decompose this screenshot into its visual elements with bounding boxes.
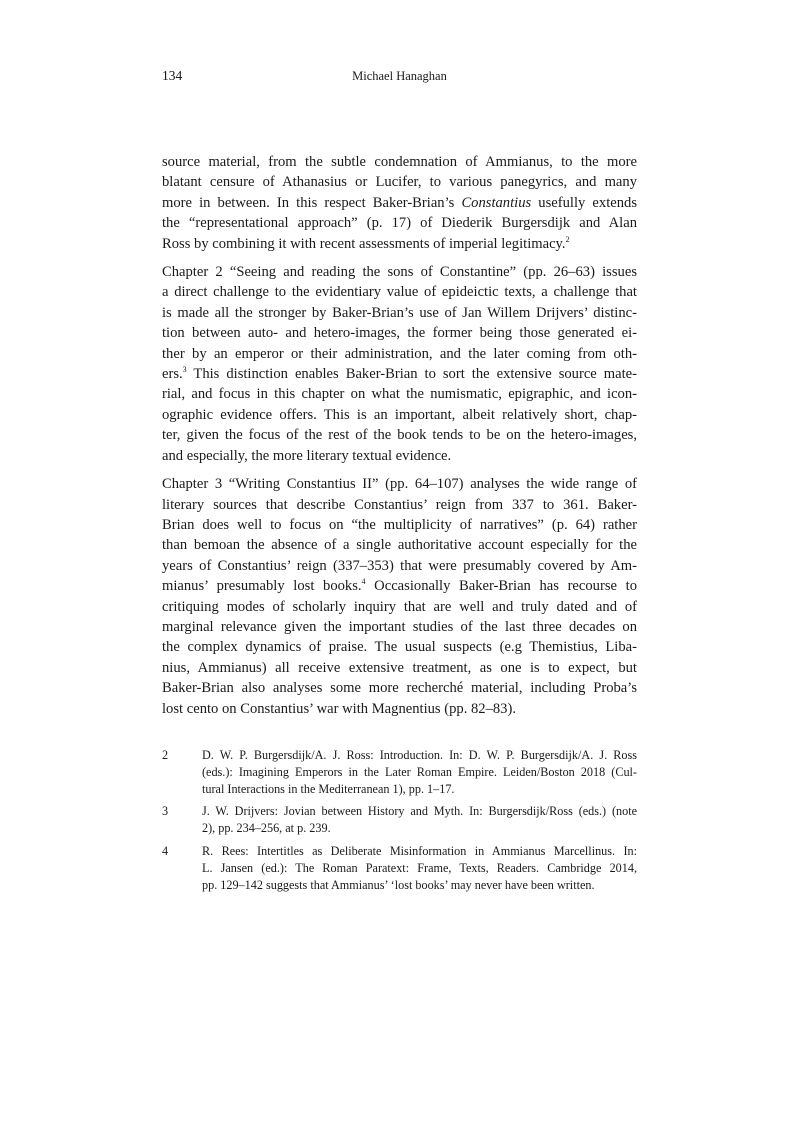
text-segment: (eds.): Imagining Emperors in the Later Roman Empire. Leiden/Boston 2018 (Cul- xyxy=(202,764,637,779)
text-line xyxy=(162,678,637,698)
text-line xyxy=(162,303,637,323)
text-line xyxy=(162,474,637,494)
text-segment: Brian does well to focus on “the multiplicity of narratives” (p. 64) rather xyxy=(162,516,637,533)
paragraph xyxy=(162,152,637,254)
text-segment: ographic evidence offers. This is an important, albeit relatively short, chap- xyxy=(162,406,637,423)
footnotes xyxy=(162,747,637,893)
text-segment: more in between. In this respect Baker-Brian’s xyxy=(162,194,462,211)
text-segment: blatant censure of Athanasius or Lucifer, to various panegyrics, and many xyxy=(162,174,637,191)
footnote xyxy=(162,843,637,893)
text-segment: nius, Ammianus) all receive extensive treatment, as one is to expect, but xyxy=(162,659,637,676)
text-segment: This distinction enables Baker-Brian to sort the extensive source mate- xyxy=(186,366,637,383)
page-number: 134 xyxy=(162,68,183,83)
text-segment: years of Constantius’ reign (337–353) that were presumably covered by Am- xyxy=(162,557,637,574)
footnote-text xyxy=(202,747,637,797)
text-line xyxy=(162,556,637,576)
text-segment: lost cento on Constantius’ war with Magnentius (pp. 82–83). xyxy=(162,700,516,717)
text-column xyxy=(162,152,637,899)
text-segment: rial, and focus in this chapter on what the numismatic, epigraphic, and icon- xyxy=(162,386,637,403)
text-segment: R. Rees: Intertitles as Deliberate Misinformation in Ammianus Marcellinus. In: xyxy=(202,843,637,858)
footnote-number: 2 xyxy=(162,747,169,762)
text-line xyxy=(162,262,637,282)
text-line xyxy=(202,747,637,764)
text-line xyxy=(162,213,637,233)
text-segment: mianus’ presumably lost books. xyxy=(162,578,362,595)
footnote-reference[interactable]: 3 xyxy=(182,365,187,375)
footnote-number: 3 xyxy=(162,804,169,819)
text-segment: literary sources that describe Constantius’ reign from 337 to 361. Baker- xyxy=(162,496,637,513)
text-line xyxy=(162,344,637,364)
text-segment: than bemoan the absence of a single authoritative account especially for the xyxy=(162,537,637,554)
text-segment: 2), pp. 234–256, at p. 239. xyxy=(202,821,331,836)
text-segment: Ross by combining it with recent assessments of imperial legitimacy. xyxy=(162,235,566,252)
running-title: Michael Hanaghan xyxy=(352,69,447,83)
footnote-reference[interactable]: 2 xyxy=(565,234,570,244)
text-line xyxy=(162,495,637,515)
footnote-reference[interactable]: 4 xyxy=(361,577,366,587)
text-line xyxy=(162,193,637,213)
text-line xyxy=(162,699,637,719)
italic-title: Constantius xyxy=(461,194,532,211)
text-segment: tion between auto- and hetero-images, the former being those generated ei- xyxy=(162,325,637,342)
footnote xyxy=(162,803,637,837)
text-segment: usefully extends xyxy=(531,194,637,211)
text-segment: is made all the stronger by Baker-Brian’s use of Jan Willem Drijvers’ distinc- xyxy=(162,304,637,321)
text-segment: and especially, the more literary textual evidence. xyxy=(162,447,452,464)
text-line xyxy=(162,323,637,343)
text-line xyxy=(162,364,637,384)
text-segment: L. Jansen (ed.): The Roman Paratext: Frame, Texts, Readers. Cambridge 2014, xyxy=(202,860,637,875)
text-line xyxy=(162,515,637,535)
text-line xyxy=(202,860,637,877)
text-segment: D. W. P. Burgersdijk/A. J. Ross: Introduction. In: D. W. P. Burgersdijk/A. J. Ross xyxy=(202,747,637,762)
text-line xyxy=(162,172,637,192)
text-line xyxy=(162,446,637,466)
text-line xyxy=(162,234,637,254)
footnote-text xyxy=(202,843,637,893)
text-segment: a direct challenge to the evidentiary value of epideictic texts, a challenge that xyxy=(162,284,637,301)
text-segment: Chapter 3 “Writing Constantius II” (pp. 64–107) analyses the wide range of xyxy=(162,476,637,493)
text-segment: ter, given the focus of the rest of the book tends to be on the hetero-images, xyxy=(162,427,637,444)
text-line xyxy=(202,820,637,837)
text-line xyxy=(162,597,637,617)
text-line xyxy=(202,803,637,820)
text-segment: source material, from the subtle condemnation of Ammianus, to the more xyxy=(162,154,637,170)
text-line xyxy=(162,384,637,404)
paragraph xyxy=(162,262,637,466)
text-line xyxy=(202,877,637,894)
text-segment: critiquing modes of scholarly inquiry that are well and truly dated and of xyxy=(162,598,637,615)
text-line xyxy=(162,282,637,302)
text-line xyxy=(162,658,637,678)
text-line xyxy=(162,405,637,425)
text-segment: tural Interactions in the Mediterranean 1), pp. 1–17. xyxy=(202,781,455,796)
text-line xyxy=(202,764,637,781)
text-segment: the “representational approach” (p. 17) of Diederik Burgersdijk and Alan xyxy=(162,215,637,232)
text-line xyxy=(202,781,637,798)
footnote xyxy=(162,747,637,797)
text-line xyxy=(202,843,637,860)
footnote-number: 4 xyxy=(162,843,169,858)
text-segment: pp. 129–142 suggests that Ammianus’ ‘lost books’ may never have been written. xyxy=(202,877,595,892)
text-line xyxy=(162,576,637,596)
text-segment: marginal relevance given the important studies of the last three decades on xyxy=(162,618,637,635)
text-segment: J. W. Drijvers: Jovian between History and Myth. In: Burgersdijk/Ross (eds.) (note xyxy=(202,804,637,819)
text-line xyxy=(162,617,637,637)
main-text xyxy=(162,152,637,719)
text-segment: the complex dynamics of praise. The usual suspects (e.g Themistius, Liba- xyxy=(162,639,637,656)
text-line xyxy=(162,152,637,172)
text-segment: ers. xyxy=(162,366,183,383)
text-segment: ther by an emperor or their administration, and the later coming from oth- xyxy=(162,345,637,362)
paragraph xyxy=(162,474,637,719)
text-segment: Baker-Brian also analyses some more recherché material, including Proba’s xyxy=(162,680,637,697)
text-line xyxy=(162,535,637,555)
text-segment: Occasionally Baker-Brian has recourse to xyxy=(365,578,637,595)
text-line xyxy=(162,425,637,445)
text-segment: Chapter 2 “Seeing and reading the sons of Constantine” (pp. 26–63) issues xyxy=(162,264,637,281)
text-line xyxy=(162,637,637,657)
footnote-text xyxy=(202,803,637,837)
